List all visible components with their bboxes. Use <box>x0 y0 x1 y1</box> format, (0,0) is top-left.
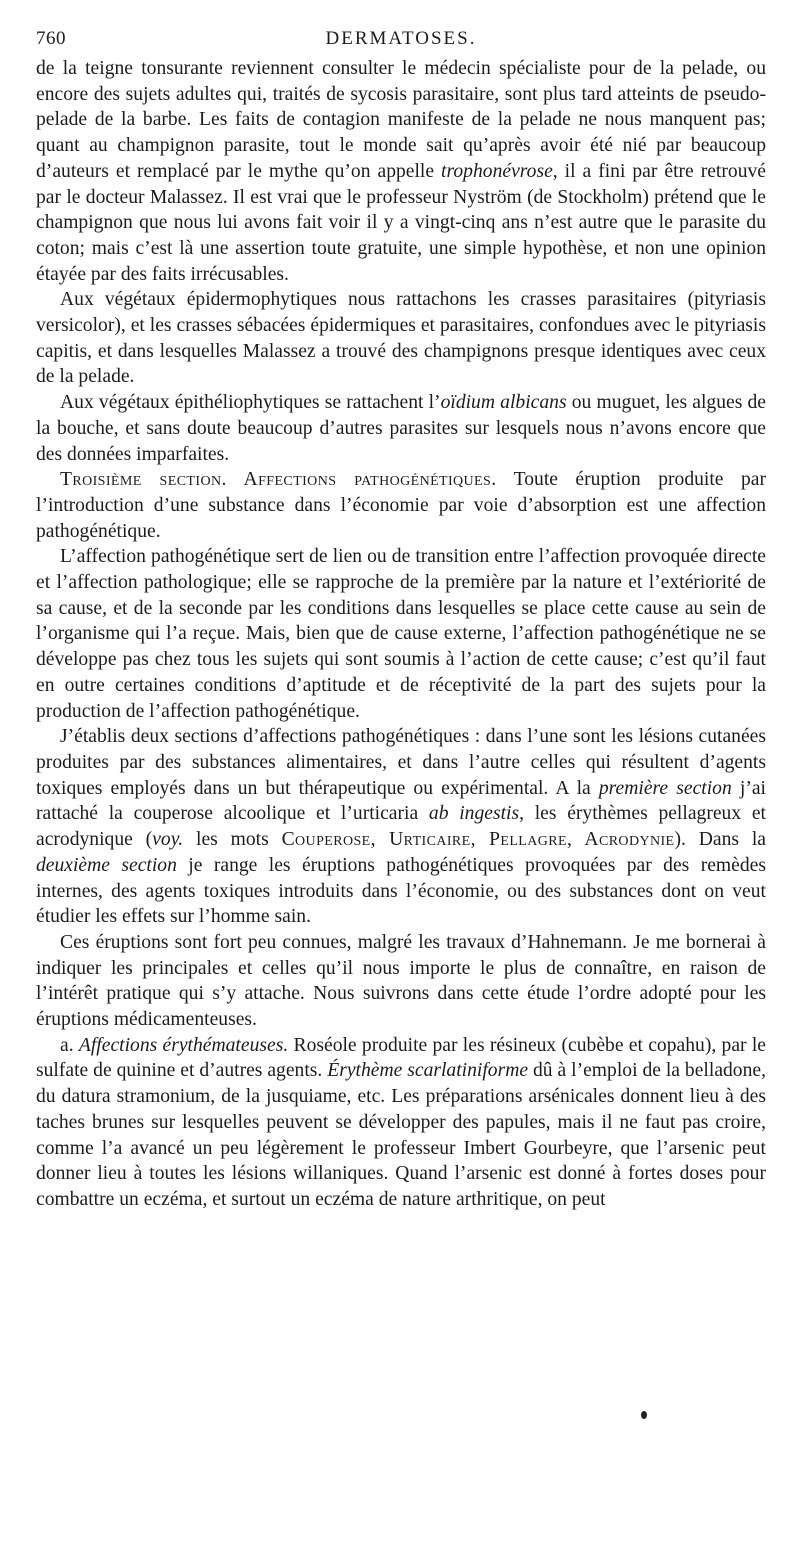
text-run: Aux végétaux épithéliophytiques se rattachent l’ <box>60 392 441 414</box>
paragraph <box>36 390 766 467</box>
text-run: , les érythèmes pellagreux et acrodynique ( <box>36 803 766 851</box>
body-text <box>36 56 766 1213</box>
book-page <box>36 28 766 1213</box>
text-run: de la teigne tonsurante reviennent consulter le médecin spécialiste pour de la pelade, ou encore des sujets adultes qui, traités de sycosis parasitaire, sont plus tard atteints de pseudo-pelade de la barbe. Les faits de contagion manifeste de la pelade ne nous manquent pas; quant au champignon parasite, tout le monde sait qu’après avoir été nié par beaucoup d’auteurs et remplacé par le mythe qu’on appelle <box>36 58 766 182</box>
text-run: a. <box>60 1034 79 1056</box>
paragraph <box>36 930 766 1033</box>
italic-run: voy. <box>152 829 184 851</box>
running-title: DERMATOSES. <box>325 28 477 49</box>
text-run: ou muguet, les algues de la bouche, et sans doute beaucoup d’autres parasites sur lesquels nous n’avons encore que des données imparfaites. <box>36 392 766 465</box>
italic-run: Érythème scarlatiniforme <box>327 1060 529 1082</box>
text-run: Aux végétaux épidermophytiques nous rattachons les crasses parasitaires (pityriasis versicolor), et les crasses sébacées épidermiques et parasitaires, confondues avec le pityriasis capitis, et dans lesquelles Malassez a trouvé des champignons presque identiques avec ceux de la pelade. <box>36 289 766 388</box>
page-header <box>36 28 766 56</box>
text-run: L’affection pathogénétique sert de lien ou de transition entre l’affection provoquée directe et l’affection pathologique; elle se rapproche de la première par la nature et l’extériorité de sa cause, et de la seconde par les conditions dans lesquelles se place cette cause au sein de l’organisme qui l’a reçue. Mais, bien que de cause externe, l’affection pathogénétique ne se développe pas chez tous les sujets qui sont soumis à l’action de cette cause; c’est qu’il faut en outre certaines conditions d’aptitude et de réceptivité de la part des sujets pour la production de l’affection pathogénétique. <box>36 546 766 722</box>
paragraph <box>36 544 766 724</box>
italic-run: première section <box>598 777 732 799</box>
page-number: 760 <box>36 28 66 49</box>
italic-run: ab ingestis <box>428 803 520 825</box>
small-caps-run: Troisième section. Affections pathogénétiques. <box>60 469 497 491</box>
paragraph <box>36 724 766 930</box>
text-run: J’établis deux sections d’affections pathogénétiques : dans l’une sont les lésions cutanées produites par des substances alimentaires, et dans l’autre celles qui résultent d’agents toxiques employés dans un but thérapeutique ou expérimental. A la <box>36 726 766 799</box>
paragraph <box>36 467 766 544</box>
text-run: dû à l’emploi de la belladone, du datura stramonium, de la jusquiame, etc. Les préparations arsénicales donnent lieu à des taches brunes sur lesquelles peuvent se développer des papules, mais il ne faut pas croire, comme l’a avancé un peu légèrement le professeur Imbert Gourbeyre, que l’arsenic peut donner lieu à toutes les lésions willaniques. Quand l’arsenic est donné à fortes doses pour combattre un eczéma, et surtout un eczéma de nature arthritique, on peut <box>36 1060 766 1210</box>
italic-run: Affections érythémateuses. <box>78 1034 289 1056</box>
text-run: ). Dans la <box>674 829 766 851</box>
text-run: , il a fini par être retrouvé par le docteur Malassez. Il est vrai que le professeur Nyström (de Stockholm) prétend que le champignon que nous lui avons fait voir il y a vingt-cinq ans n’est autre que le parasite du coton; mais c’est là une assertion toute gratuite, une simple hypothèse, et non une opinion étayée par des faits irrécusables. <box>36 160 766 285</box>
italic-run: trophonévrose <box>441 160 553 182</box>
italic-run: oïdium albicans <box>440 392 567 414</box>
text-run: Ces éruptions sont fort peu connues, malgré les travaux d’Hahnemann. Je me bornerai à indiquer les principales et celles qu’il nous importe le plus de connaître, en raison de l’intérêt pratique qui s’y attache. Nous suivrons dans cette étude l’ordre adopté pour les éruptions médicamenteuses. <box>36 931 766 1031</box>
text-run: Toute éruption produite par l’introduction d’une substance dans l’économie par voie d’absorption est une affection pathogénétique. <box>36 469 766 542</box>
text-run: Roséole produite par les résineux (cubèbe et copahu), par le sulfate de quinine et d’autres agents. <box>36 1034 766 1082</box>
text-run: je range les éruptions pathogénétiques provoquées par des remèdes internes, des agents toxiques introduits dans l’économie, ou des substances dont on veut étudier les effets sur l’homme sain. <box>36 854 766 928</box>
italic-run: deuxième section <box>36 854 177 876</box>
small-caps-run: Couperose, Urticaire, Pellagre, Acrodynie <box>281 829 675 851</box>
paragraph <box>36 287 766 390</box>
text-run: j’ai rattaché la couperose alcoolique et l’urticaria <box>36 777 766 825</box>
paragraph <box>36 1033 766 1213</box>
text-run: les mots <box>183 829 282 851</box>
paragraph <box>36 56 766 287</box>
ink-dot-mark <box>641 1411 647 1419</box>
